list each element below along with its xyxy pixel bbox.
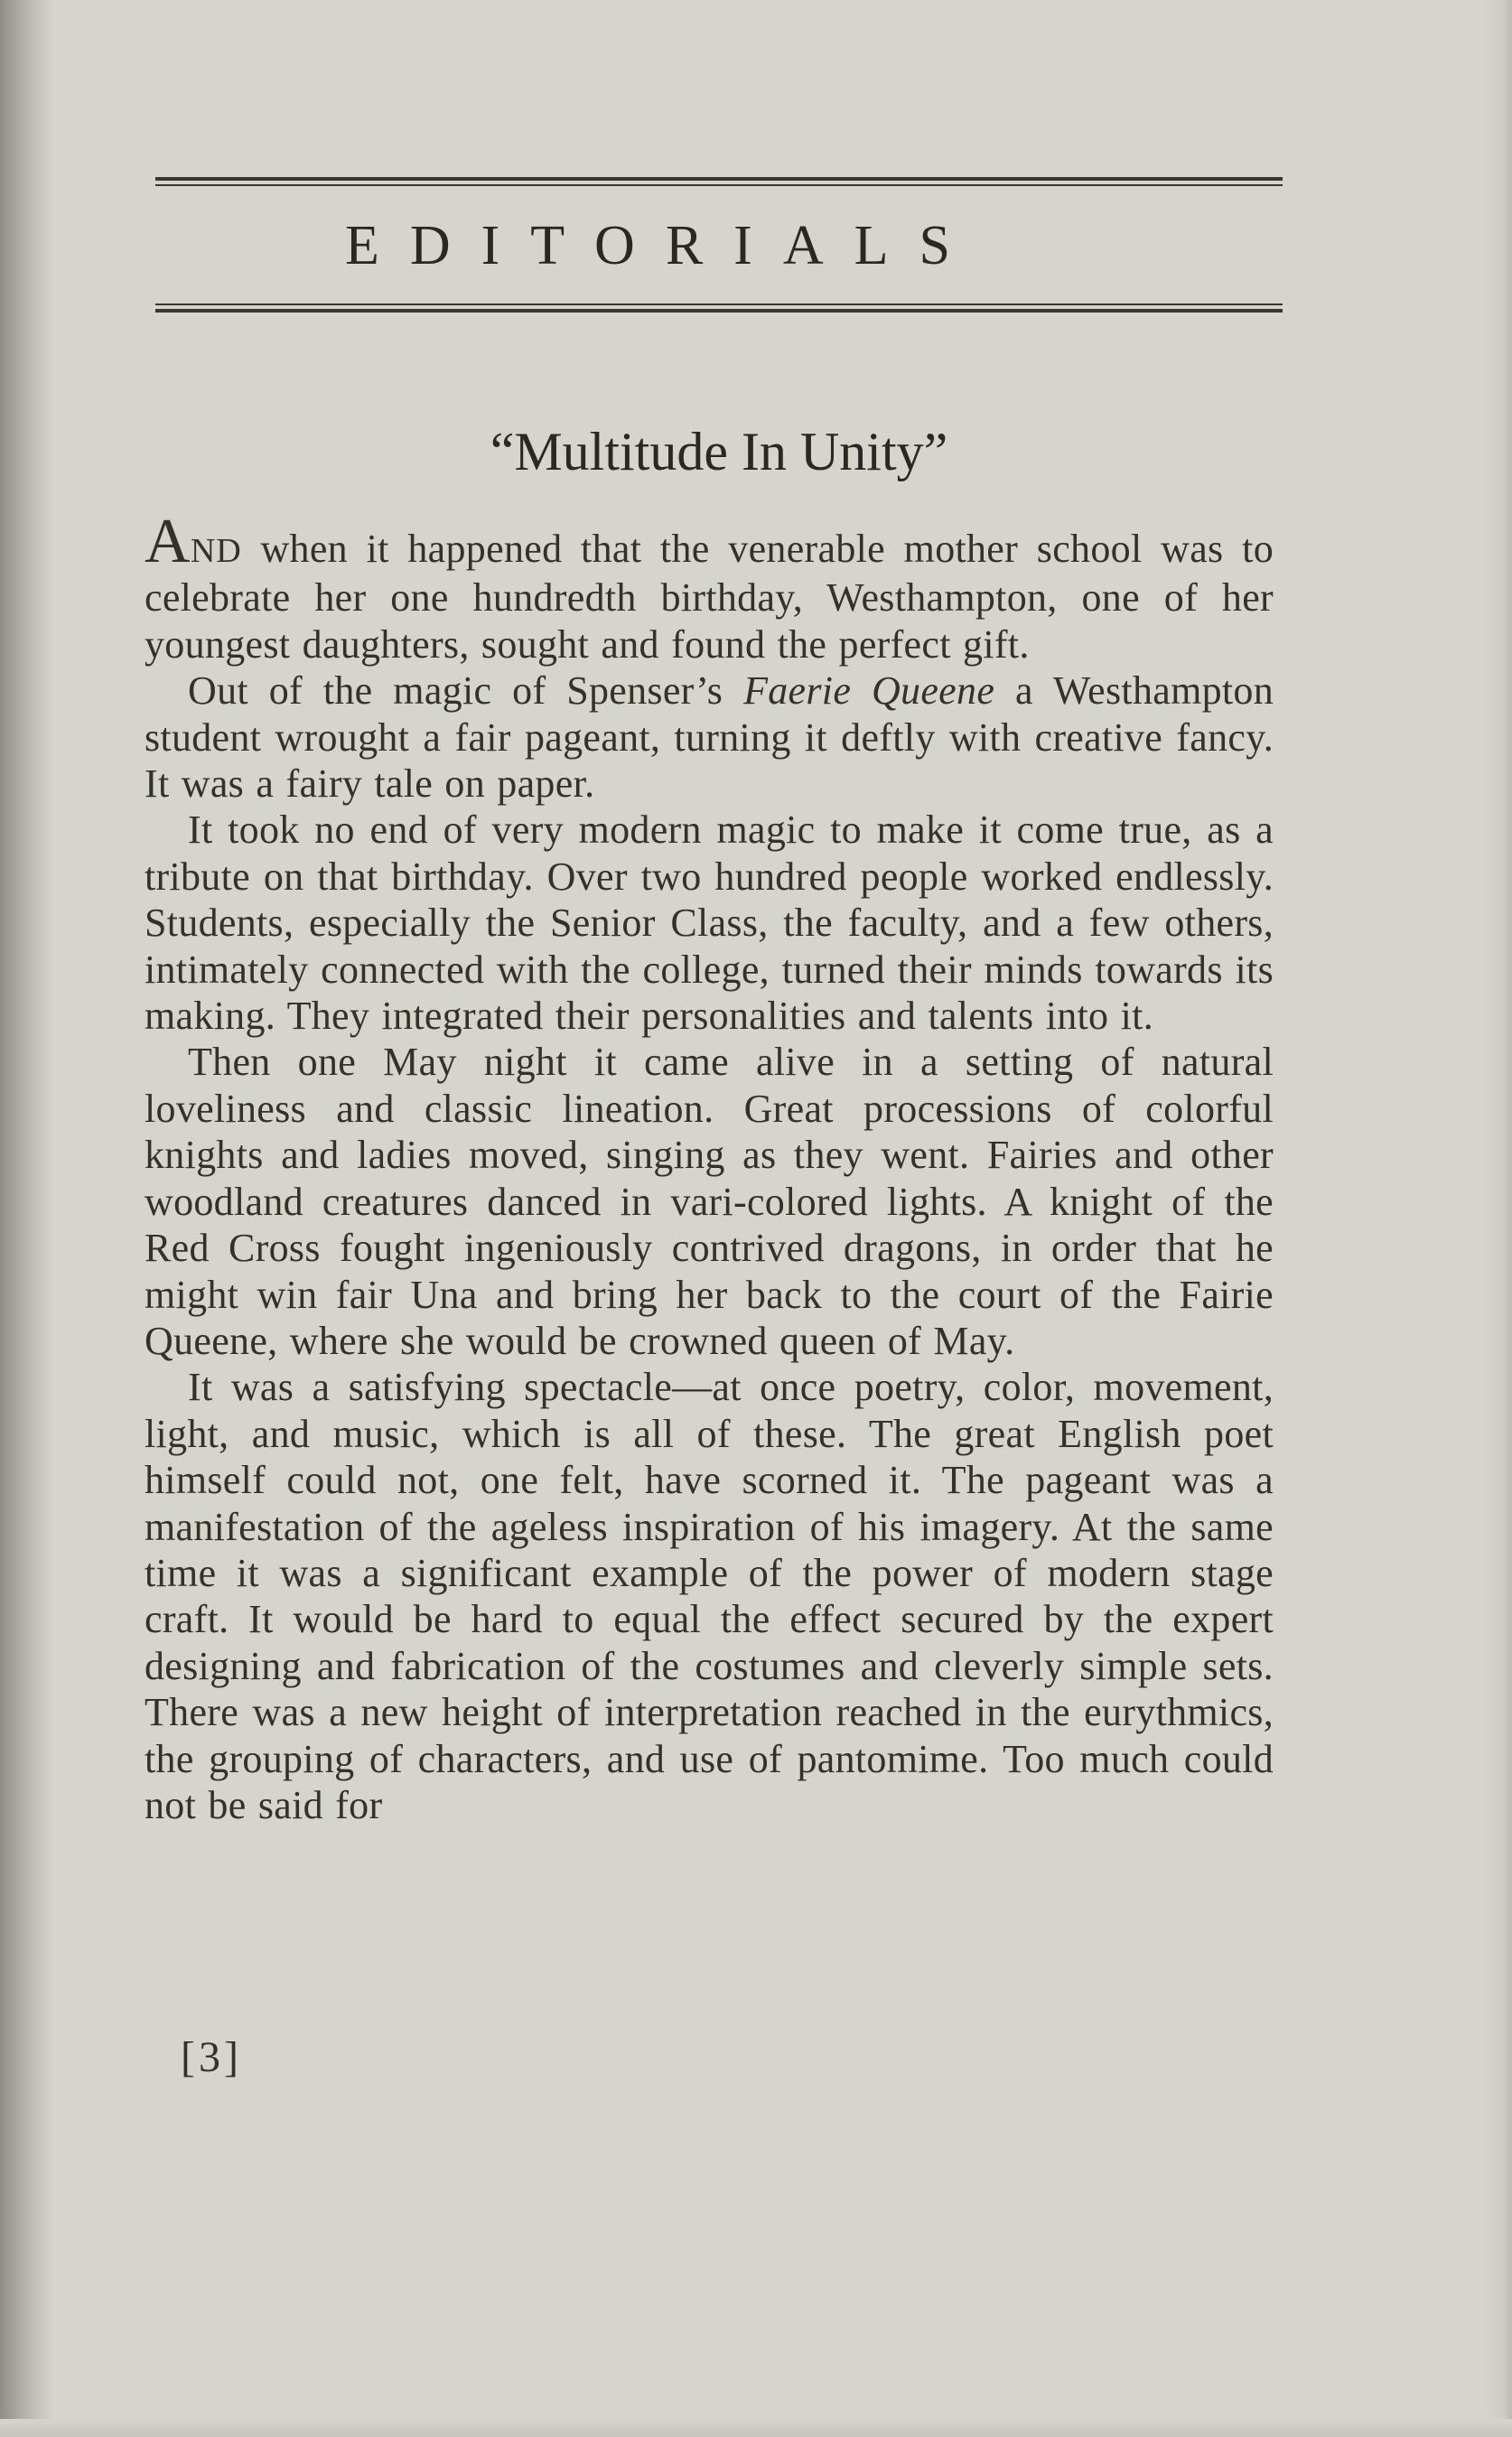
paragraph-2 xyxy=(145,668,1274,807)
page-number: [3] xyxy=(181,2033,242,2081)
article-title: “Multitude In Unity” xyxy=(490,422,948,481)
header-rule-bottom xyxy=(155,309,1283,313)
paragraph-2-text-b: a Westhampton student wrought a fair pageant, turning it deftly with creative fancy. It was a fairy tale on paper. xyxy=(145,668,1274,807)
page-edge xyxy=(1485,0,1512,2437)
opening-small-caps: ND xyxy=(190,532,242,570)
header-rule-top-thin xyxy=(155,184,1283,186)
paragraph-3: It took no end of very modern magic to make it come true, as a tribute on that birthday. Over two hundred people worked endlessly. Students, especially the Senior Class, the faculty, and a few others, intimately connected with the college, turned their minds towards its making. They integrated their personalities and talents into it. xyxy=(145,808,1274,1039)
paragraph-4: Then one May night it came alive in a setting of natural loveliness and classic lineation. Great processions of colorful knights and ladies moved, singing as they went. Fairies and other woodland creatures danced in vari-colored lights. A knight of the Red Cross fought ingeniously contrived dragons, in order that he might win fair Una and bring her back to the court of the Fairie Queene, where she would be crowned queen of May. xyxy=(145,1040,1274,1363)
section-header: EDITORIALS xyxy=(345,215,981,276)
drop-cap: A xyxy=(145,507,191,576)
paragraph-1-text: when it happened that the venerable mother school was to celebrate her one hundredth birthday, Westhampton, one of her youngest daughters, sought and found the perfect gift. xyxy=(145,527,1274,667)
page-bottom-edge xyxy=(0,2419,1512,2437)
book-title: Faerie Queene xyxy=(743,668,995,714)
binding-shadow xyxy=(0,0,54,2437)
paragraph-1 xyxy=(145,507,1274,668)
paragraph-2-text-a: Out of the magic of Spenser’s xyxy=(188,668,744,714)
paragraph-5: It was a satisfying spectacle—at once poetry, color, movement, light, and music, which is all of these. The great English poet himself could not, one felt, have scorned it. The pageant was a manifestation of the ageless inspiration of his imagery. At the same time it was a significant example of the power of modern stage craft. It would be hard to equal the effect secured by the expert designing and fabrication of the costumes and cleverly simple sets. There was a new height of interpretation reached in the eurythmics, the grouping of characters, and use of pantomime. Too much could not be said for xyxy=(145,1365,1274,1827)
header-rule-top xyxy=(155,177,1283,181)
header-rule-bottom-thin xyxy=(155,303,1283,305)
article-body xyxy=(145,507,1274,1828)
